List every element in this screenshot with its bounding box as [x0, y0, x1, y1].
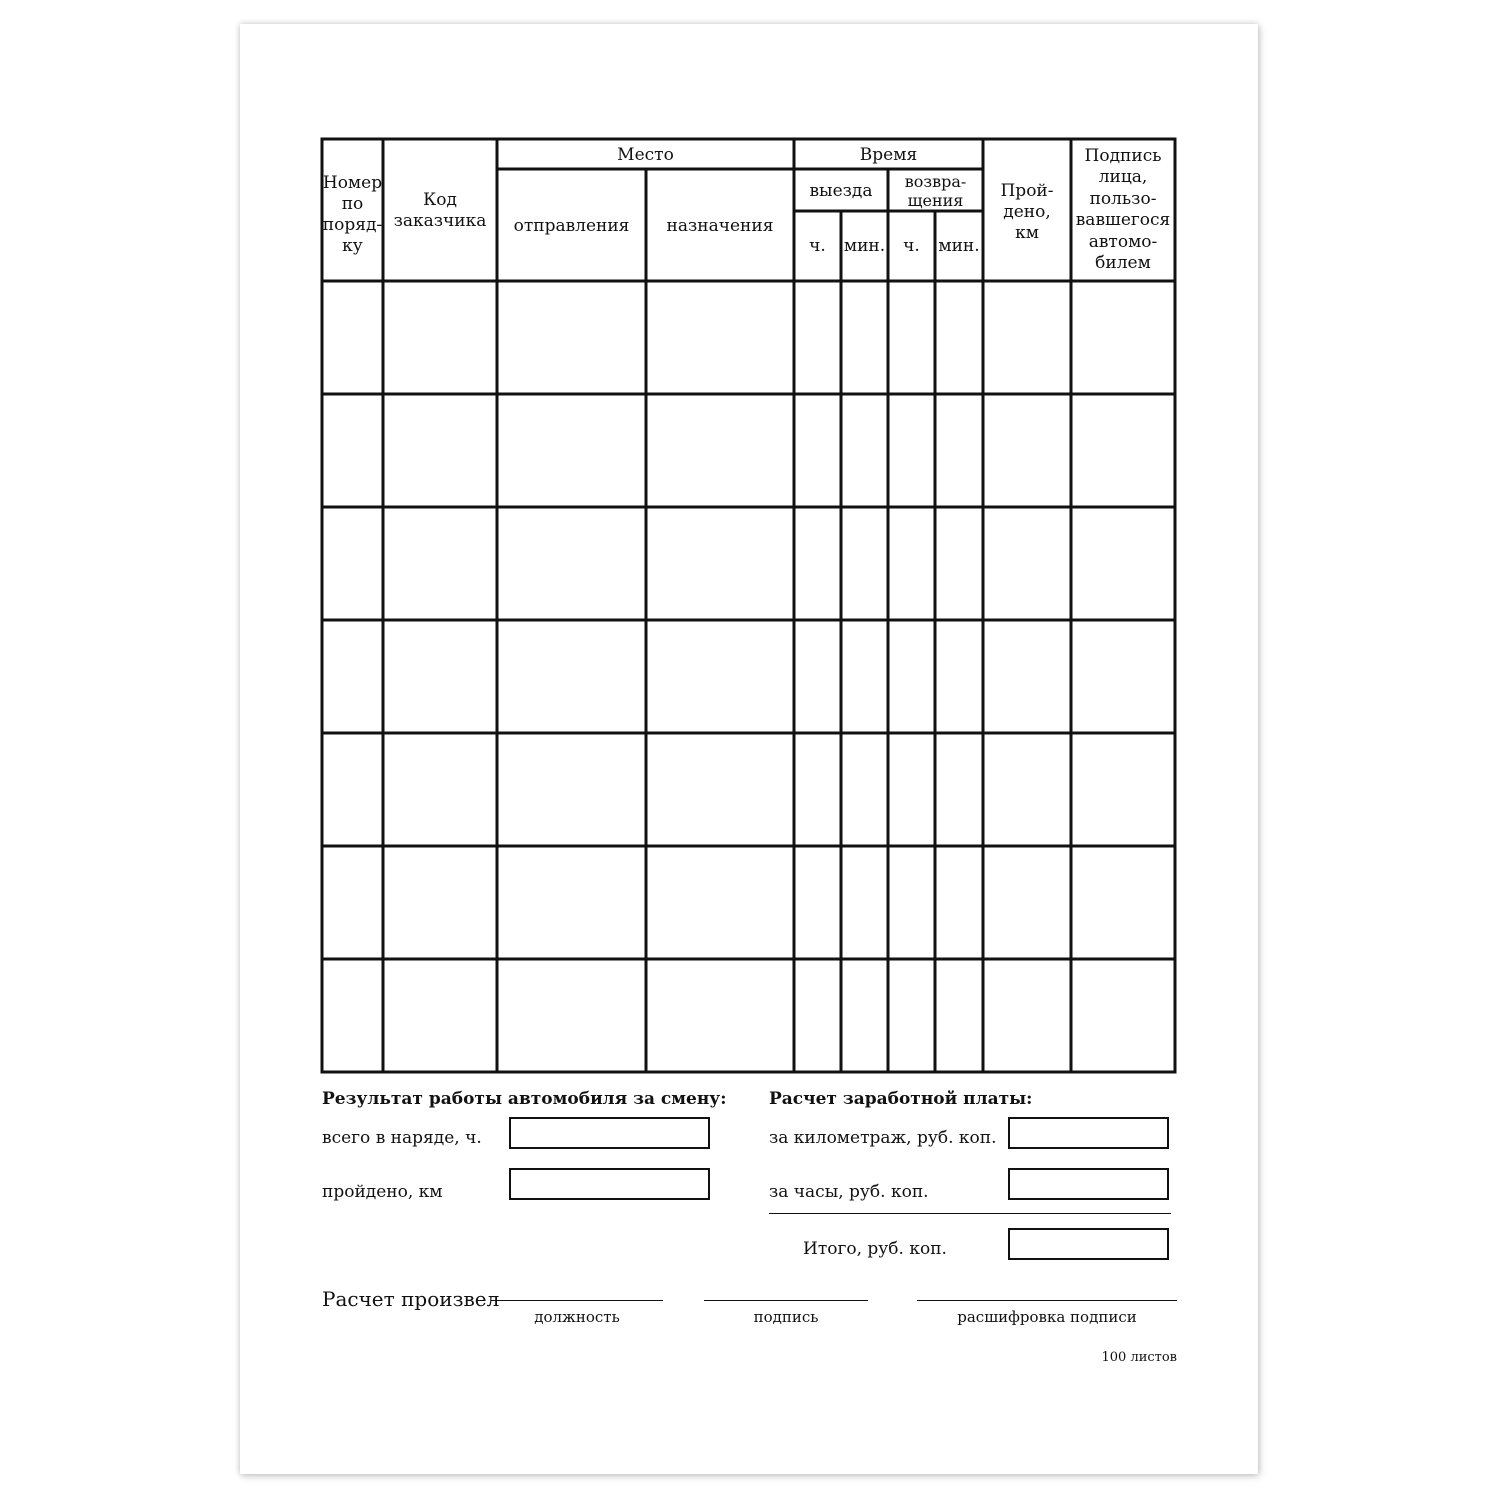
- position-line[interactable]: [491, 1300, 663, 1301]
- header-departure-text: выезда: [809, 180, 873, 201]
- table-row[interactable]: [324, 283, 1173, 393]
- salary-total-field[interactable]: [1008, 1228, 1169, 1260]
- total-hours-field[interactable]: [509, 1117, 710, 1149]
- salary-hours-field[interactable]: [1008, 1168, 1169, 1200]
- signature-decode-line[interactable]: [917, 1300, 1177, 1301]
- header-return: [888, 170, 983, 212]
- header-place-from-text: отправления: [513, 215, 630, 236]
- signature-decode-caption: расшифровка подписи: [957, 1308, 1137, 1326]
- header-return-text: возвра- щения: [904, 172, 967, 210]
- header-signature-text: Подпись лица, пользо- вавшегося автомо- билем: [1075, 145, 1171, 273]
- header-departure: [794, 172, 888, 210]
- header-return-minute-text: мин.: [938, 235, 980, 256]
- header-customer-code: [383, 185, 497, 237]
- distance-label: пройдено, км: [322, 1182, 443, 1202]
- header-distance-text: Прой- дено, км: [1000, 181, 1054, 243]
- header-distance: [983, 175, 1071, 250]
- salary-title: Расчет заработной платы:: [769, 1089, 1033, 1109]
- header-departure-minute-text: мин.: [843, 235, 886, 256]
- header-place-from: [497, 210, 646, 242]
- table-row[interactable]: [324, 848, 1173, 958]
- total-hours-label: всего в наряде, ч.: [322, 1128, 482, 1148]
- position-caption: должность: [534, 1308, 620, 1326]
- header-customer-code-text: Код заказчика: [393, 190, 487, 231]
- header-departure-hour-text: ч.: [809, 235, 826, 256]
- header-place-text: Место: [617, 145, 674, 165]
- salary-hours-label: за часы, руб. коп.: [769, 1182, 929, 1202]
- distance-field[interactable]: [509, 1168, 710, 1200]
- salary-km-field[interactable]: [1008, 1117, 1169, 1149]
- header-signature: [1071, 145, 1175, 275]
- header-place-to-text: назначения: [666, 215, 774, 236]
- header-number-text: Номер по поряд- ку: [322, 173, 383, 256]
- header-time: [794, 142, 983, 169]
- header-time-text: Время: [859, 145, 918, 165]
- header-number: [322, 160, 383, 270]
- signature-line[interactable]: [704, 1300, 868, 1301]
- salary-km-label: за километраж, руб. коп.: [769, 1128, 997, 1148]
- sheets-count: 100 листов: [1101, 1350, 1177, 1365]
- table-row[interactable]: [324, 396, 1173, 506]
- results-title: Результат работы автомобиля за смену:: [322, 1089, 727, 1109]
- table-row[interactable]: [324, 961, 1173, 1071]
- salary-total-label: Итого, руб. коп.: [803, 1239, 947, 1259]
- header-departure-minute: [841, 230, 888, 262]
- signature-caption: подпись: [753, 1308, 819, 1326]
- calculated-by-label: Расчет произвел: [322, 1287, 500, 1311]
- header-place-to: [646, 210, 794, 242]
- header-return-hour-text: ч.: [903, 235, 920, 256]
- table-row[interactable]: [324, 509, 1173, 619]
- table-row[interactable]: [324, 735, 1173, 845]
- table-row[interactable]: [324, 622, 1173, 732]
- header-place: [497, 142, 794, 169]
- header-return-hour: [888, 230, 935, 262]
- header-return-minute: [935, 230, 983, 262]
- salary-divider: [769, 1213, 1171, 1214]
- header-departure-hour: [794, 230, 841, 262]
